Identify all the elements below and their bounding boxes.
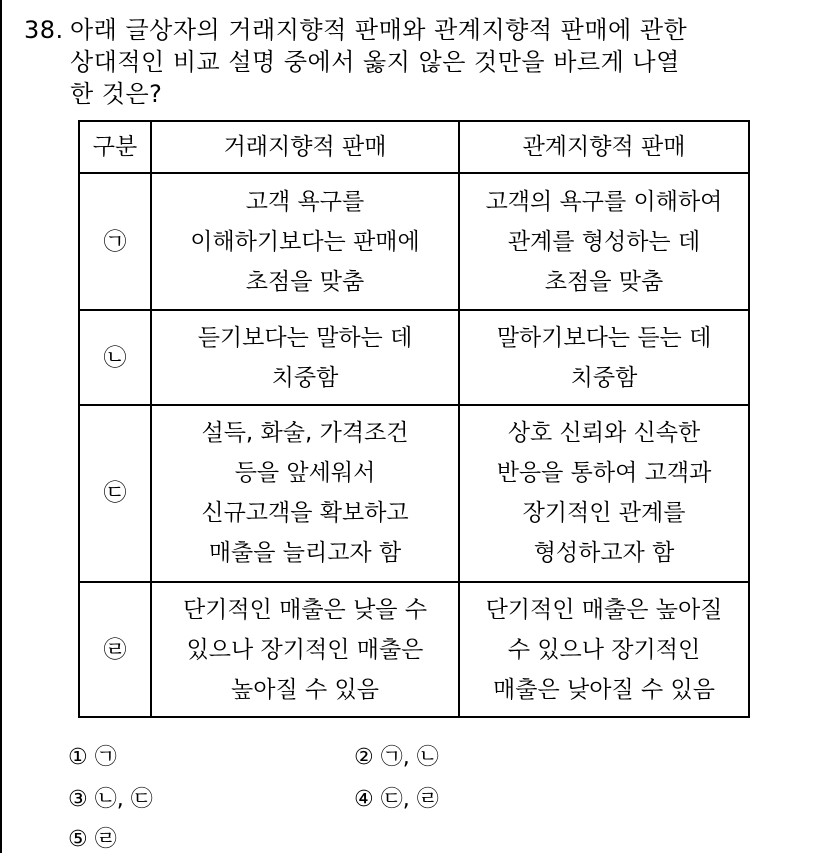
option-text: ㉠, ㉡ xyxy=(380,745,439,770)
cell-line: 단기적인 매출은 낮을 수 xyxy=(182,596,428,623)
cell-line: 초점을 맞춤 xyxy=(544,268,664,295)
cell-line: 고객 욕구를 xyxy=(245,188,365,215)
option-1[interactable] xyxy=(68,738,117,778)
question-line: 상대적인 비교 설명 중에서 옳지 않은 것만을 바르게 나열 xyxy=(70,48,680,76)
cell-line: 치중함 xyxy=(570,364,638,391)
cell-line: 형성하고자 함 xyxy=(533,540,675,567)
option-text: ㉢, ㉣ xyxy=(380,787,439,812)
cell-line: 단기적인 매출은 높아질 xyxy=(485,596,723,623)
option-mark: ⑤ xyxy=(68,827,88,852)
relational-cell xyxy=(459,405,749,582)
option-text: ㉠ xyxy=(94,745,117,770)
row-key: ㉡ xyxy=(79,310,151,405)
question-stem xyxy=(24,14,804,110)
transactional-cell xyxy=(151,582,459,717)
cell-line: 말하기보다는 듣는 데 xyxy=(496,324,712,351)
table-row xyxy=(79,173,749,310)
option-5[interactable] xyxy=(68,820,117,860)
header-transactional-selling: 거래지향적 판매 xyxy=(151,121,459,173)
table-row xyxy=(79,405,749,582)
option-mark: ① xyxy=(68,745,88,770)
cell-line: 설득, 화술, 가격조건 xyxy=(201,420,409,447)
cell-line: 신규고객을 확보하고 xyxy=(201,500,409,527)
row-key: ㉠ xyxy=(79,173,151,310)
left-margin-rule xyxy=(0,0,2,853)
cell-line: 초점을 맞춤 xyxy=(245,268,365,295)
comparison-table xyxy=(78,120,750,718)
question-number: 38. xyxy=(24,16,64,44)
question-line: 한 것은? xyxy=(70,80,163,108)
cell-line: 매출은 낮아질 수 있음 xyxy=(493,676,715,703)
table-row xyxy=(79,582,749,717)
cell-line: 높아질 수 있음 xyxy=(231,676,379,703)
cell-line: 매출을 늘리고자 함 xyxy=(208,540,402,567)
option-3[interactable] xyxy=(68,780,153,820)
option-text: ㉣ xyxy=(94,827,117,852)
transactional-cell xyxy=(151,405,459,582)
relational-cell xyxy=(459,582,749,717)
cell-line: 고객의 욕구를 이해하여 xyxy=(485,188,723,215)
transactional-cell xyxy=(151,173,459,310)
cell-line: 장기적인 관계를 xyxy=(522,500,686,527)
table-row xyxy=(79,310,749,405)
header-relational-selling: 관계지향적 판매 xyxy=(459,121,749,173)
relational-cell xyxy=(459,310,749,405)
relational-cell xyxy=(459,173,749,310)
option-mark: ② xyxy=(354,745,374,770)
header-category: 구분 xyxy=(79,121,151,173)
option-4[interactable] xyxy=(354,780,439,820)
cell-line: 등을 앞세워서 xyxy=(234,460,376,487)
cell-line: 이해하기보다는 판매에 xyxy=(190,228,420,255)
row-key: ㉣ xyxy=(79,582,151,717)
transactional-cell xyxy=(151,310,459,405)
question-text xyxy=(70,14,804,110)
cell-line: 관계를 형성하는 데 xyxy=(507,228,701,255)
cell-line: 있으나 장기적인 매출은 xyxy=(186,636,424,663)
question-line: 아래 글상자의 거래지향적 판매와 관계지향적 판매에 관한 xyxy=(70,16,688,44)
option-mark: ③ xyxy=(68,787,88,812)
cell-line: 듣기보다는 말하는 데 xyxy=(197,324,413,351)
cell-line: 반응을 통하여 고객과 xyxy=(496,460,712,487)
cell-line: 치중함 xyxy=(271,364,339,391)
cell-line: 상호 신뢰와 신속한 xyxy=(507,420,701,447)
option-2[interactable] xyxy=(354,738,439,778)
cell-line: 수 있으나 장기적인 xyxy=(507,636,701,663)
option-text: ㉡, ㉢ xyxy=(94,787,153,812)
option-mark: ④ xyxy=(354,787,374,812)
row-key: ㉢ xyxy=(79,405,151,582)
table-header-row xyxy=(79,121,749,173)
